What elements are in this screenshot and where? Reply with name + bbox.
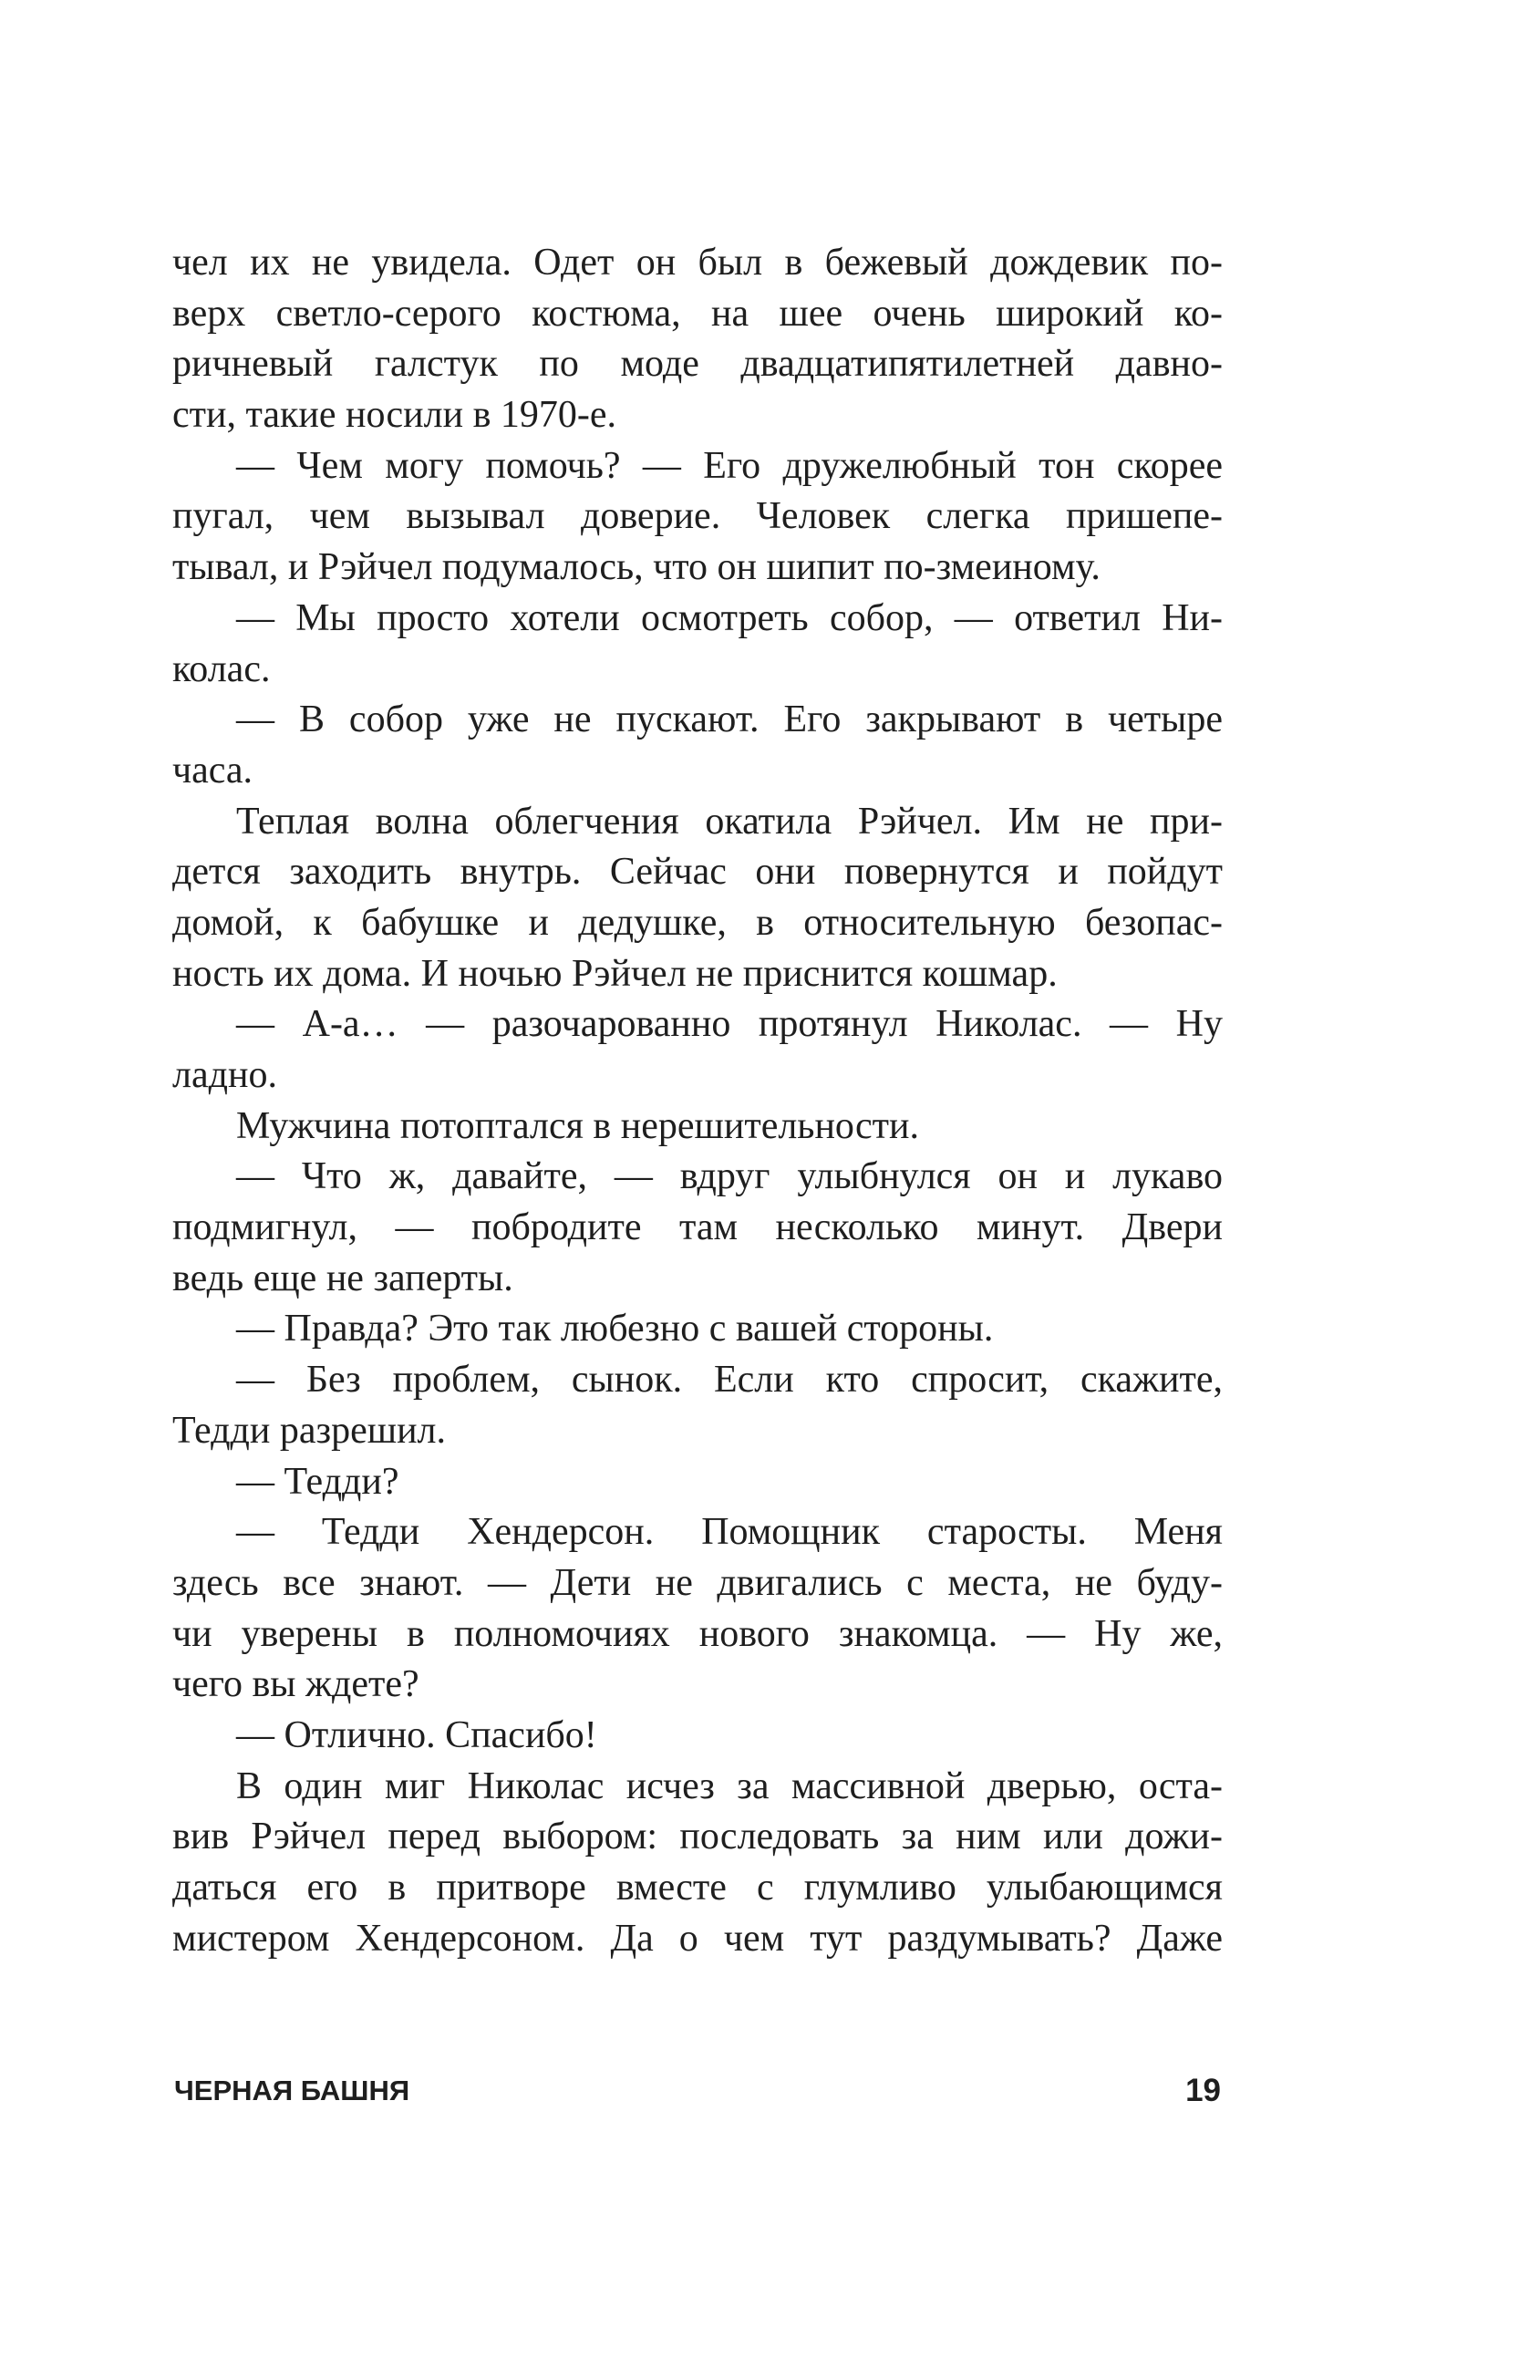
paragraph	[172, 999, 1223, 1101]
text-line: — Чем могу помочь? — Его дружелюбный тон скорее	[236, 444, 1223, 487]
text-line: — Тедди?	[236, 1460, 399, 1503]
page-footer	[174, 2068, 1221, 2114]
text-line: В один миг Николас исчез за массивной дверью, оста-	[236, 1764, 1223, 1807]
paragraph	[172, 594, 1223, 695]
paragraph	[172, 1355, 1223, 1456]
text-line: колас.	[172, 647, 271, 690]
text-line: даться его в притворе вместе с глумливо улыбающимся	[172, 1867, 1223, 1909]
text-line: — Что ж, давайте, — вдруг улыбнулся он и лукаво	[236, 1155, 1223, 1198]
paragraph	[172, 797, 1223, 1000]
paragraph	[172, 1102, 1223, 1153]
text-line: — Тедди Хендерсон. Помощник старосты. Меня	[236, 1511, 1223, 1554]
text-line: — Мы просто хотели осмотреть собор, — ответил Ни-	[236, 596, 1223, 639]
body-text	[172, 238, 1223, 1964]
text-line: ладно.	[172, 1054, 277, 1096]
paragraph	[172, 1762, 1223, 1965]
text-line: вив Рэйчел перед выбором: последовать за ним или дожи-	[172, 1816, 1223, 1858]
page-number: 19	[1185, 2073, 1221, 2108]
text-line: часа.	[172, 749, 253, 792]
text-line: тывал, и Рэйчел подумалось, что он шипит по-змеиному.	[172, 546, 1101, 589]
text-line: здесь все знают. — Дети не двигались с места, не буду-	[172, 1561, 1223, 1604]
text-line: ность их дома. И ночью Рэйчел не приснится кошмар.	[172, 952, 1058, 995]
text-line: — А-а… — разочарованно протянул Николас. — Ну	[236, 1003, 1223, 1046]
text-line: ричневый галстук по моде двадцатипятилетней давно-	[172, 343, 1223, 386]
text-line: подмигнул, — побродите там несколько минут. Двери	[172, 1206, 1223, 1249]
text-line: — В собор уже не пускают. Его закрывают в четыре	[236, 698, 1223, 741]
text-line: — Правда? Это так любезно с вашей стороны.	[236, 1308, 994, 1350]
text-line: Мужчина потоптался в нерешительности.	[236, 1104, 919, 1147]
text-line: чи уверены в полномочиях нового знакомца. — Ну же,	[172, 1612, 1223, 1655]
paragraph	[172, 1711, 1223, 1762]
text-line: — Отлично. Спасибо!	[236, 1713, 597, 1756]
text-line: ведь еще не заперты.	[172, 1257, 513, 1299]
text-line: Теплая волна облегчения окатила Рэйчел. Им не при-	[236, 800, 1223, 843]
text-line: мистером Хендерсоном. Да о чем тут раздумывать? Даже	[172, 1917, 1223, 1960]
text-line: домой, к бабушке и дедушке, в относительную безопас-	[172, 901, 1223, 944]
paragraph	[172, 695, 1223, 796]
text-line: чего вы ждете?	[172, 1663, 419, 1706]
paragraph	[172, 1152, 1223, 1304]
text-line: чел их не увидела. Одет он был в бежевый дождевик по-	[172, 242, 1223, 284]
text-line: верх светло-серого костюма, на шее очень широкий ко-	[172, 292, 1223, 335]
running-title: ЧЕРНАЯ БАШНЯ	[174, 2075, 410, 2106]
paragraph	[172, 1507, 1223, 1711]
text-line: дется заходить внутрь. Сейчас они повернутся и пойдут	[172, 851, 1223, 894]
text-line: пугал, чем вызывал доверие. Человек слегка пришепе-	[172, 495, 1223, 538]
paragraph	[172, 441, 1223, 594]
text-line: — Без проблем, сынок. Если кто спросит, скажите,	[236, 1359, 1223, 1402]
text-line: Тедди разрешил.	[172, 1409, 447, 1452]
text-line: сти, такие носили в 1970-е.	[172, 394, 617, 437]
paragraph	[172, 1457, 1223, 1508]
paragraph	[172, 238, 1223, 441]
paragraph	[172, 1304, 1223, 1355]
